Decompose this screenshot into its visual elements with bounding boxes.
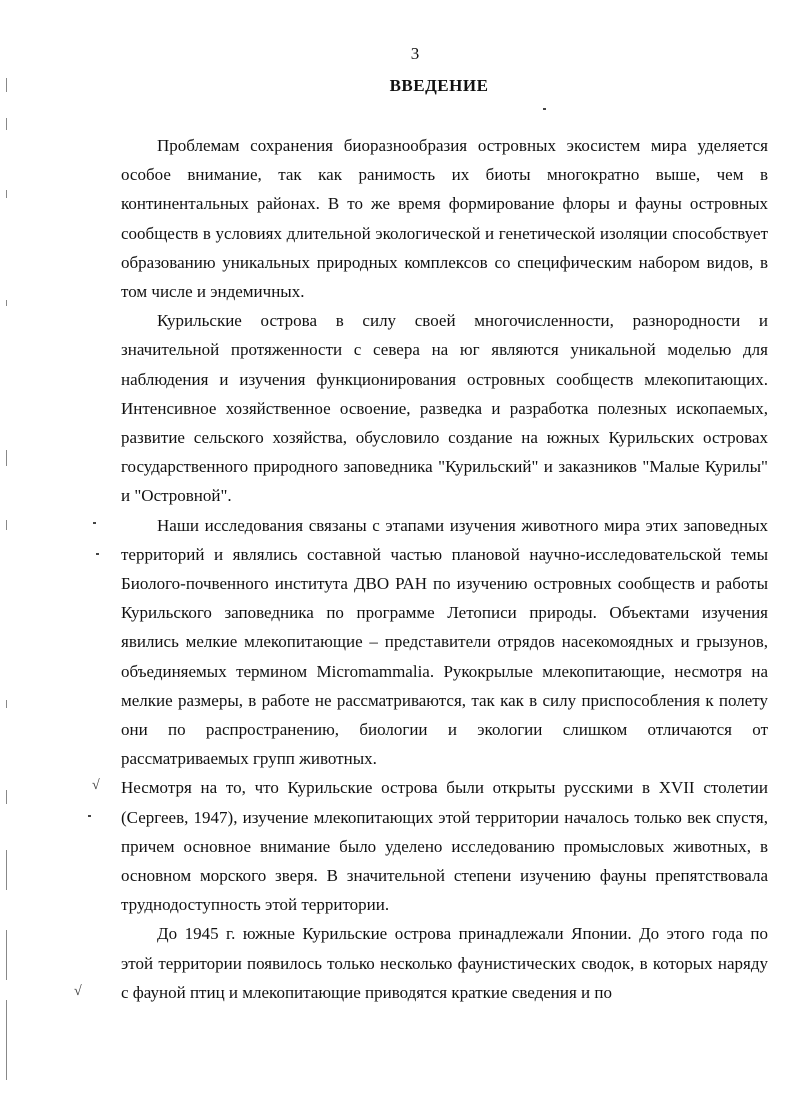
- check-mark-icon: √: [92, 778, 100, 793]
- paragraph: Несмотря на то, что Курильские острова были открыты русскими в XVII столетии (Сергеев, 1947), изучение млекопитающих этой территории началось только век спустя, причем основное внимание было уделено исследованию промысловых животных, в основном морского зверя. В значительной степени изучению фауны препятствовала труднодоступность этой территории.: [121, 778, 768, 915]
- scan-mark: [6, 700, 7, 708]
- margin-dot: [88, 815, 91, 817]
- scan-mark: [6, 850, 7, 890]
- paragraph: Курильские острова в силу своей многочисленности, разнородности и значительной протяженности с севера на юг являются уникальной моделью для наблюдения и изучения функционирования островных сообществ млекопитающих. Интенсивное хозяйственное освоение, разведка и разработка полезных ископаемых, развитие сельского хозяйства, обусловило создание на южных Курильских островах государственного природного заповедника "Курильский" и заказников "Малые Курилы" и "Островной".: [121, 311, 768, 506]
- page-title: ВВЕДЕНИЕ: [389, 76, 489, 95]
- scan-mark: [6, 930, 7, 980]
- margin-dot: [543, 108, 546, 110]
- scan-mark: [6, 790, 7, 804]
- scan-mark: [6, 450, 7, 466]
- margin-dot: [96, 553, 99, 555]
- page-number: 3: [410, 44, 420, 63]
- scan-mark: [6, 520, 7, 530]
- paragraph: Проблемам сохранения биоразнообразия островных экосистем мира уделяется особое внимание, так как ранимость их биоты многократно выше, чем в континентальных районах. В то же время формирование флоры и фауны островных сообществ в условиях длительной экологической и генетической изоляции способствует образованию уникальных природных комплексов со специфическим набором видов, в том числе и эндемичных.: [121, 136, 768, 302]
- paragraph: До 1945 г. южные Курильские острова принадлежали Японии. До этого года по этой территории появилось только несколько фаунистических сводок, в которых наряду с фауной птиц и млекопитающие приводятся краткие сведения и по: [121, 924, 768, 1002]
- margin-dot: [93, 522, 96, 524]
- left-margin-scan-marks: [0, 0, 16, 1096]
- body-text: [121, 131, 768, 1007]
- scan-mark: [6, 118, 7, 130]
- paragraph: Наши исследования связаны с этапами изучения животного мира этих заповедных территорий и являлись составной частью плановой научно-исследовательской темы Биолого-почвенного института ДВО РАН по изучению островных сообществ и работы Курильского заповедника по программе Летописи природы. Объектами изучения явились мелкие млекопитающие – представители отрядов насекомоядных и грызунов, объединяемых термином Micromammalia. Рукокрылые млекопитающие, несмотря на мелкие размеры, в работе не рассматриваются, так как в силу приспособления к полету они по распространению, биологии и экологии слишком отличаются от рассматриваемых групп животных.: [121, 515, 768, 769]
- scan-mark: [6, 300, 7, 306]
- check-mark-icon: √: [74, 984, 82, 999]
- scan-mark: [6, 190, 7, 198]
- scan-mark: [6, 1000, 7, 1080]
